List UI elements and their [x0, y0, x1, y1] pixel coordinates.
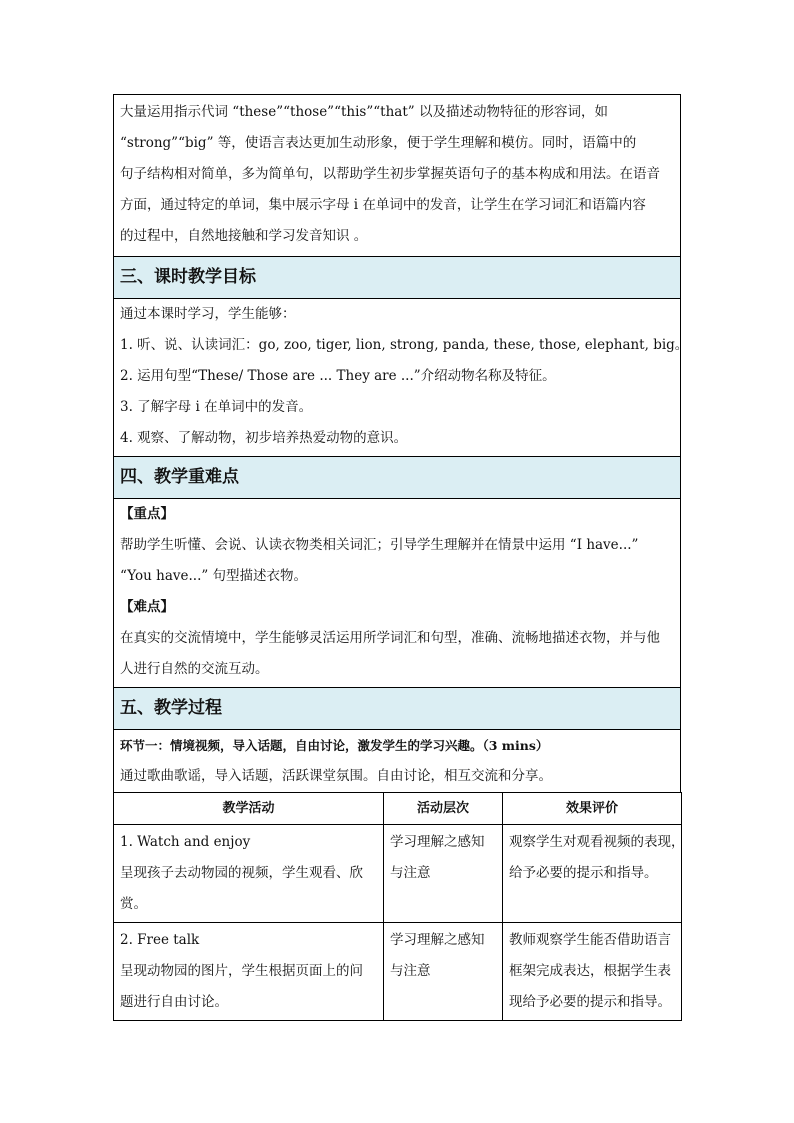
key-point-line: 帮助学生听懂、会说、认读衣物类相关词汇；引导学生理解并在情景中运用 “I have...”: [120, 537, 639, 553]
section3-title: 三、课时教学目标: [114, 257, 681, 299]
stage1-description: 通过歌曲歌谣，导入话题，活跃课堂氛围。自由讨论，相互交流和分享。: [120, 768, 552, 784]
header-level: 活动层次: [384, 793, 503, 825]
activity-cell: [114, 923, 384, 1021]
intro-line: 大量运用指示代词 “these”“those”“this”“that” 以及描述动物特征的形容词，如: [120, 104, 608, 120]
level-line: 学习理解之感知: [390, 932, 485, 948]
activity-line: 题进行自由讨论。: [120, 994, 228, 1010]
activity-line: 1. Watch and enjoy: [120, 834, 251, 850]
activity-table: [113, 792, 685, 1021]
lesson-plan-document: [113, 94, 689, 1021]
intro-line: “strong”“big” 等，使语言表达更加生动形象，便于学生理解和模仿。同时，语篇中的: [120, 135, 637, 151]
evaluation-cell: [503, 825, 685, 923]
difficult-point-line: 在真实的交流情境中，学生能够灵活运用所学词汇和句型，准确、流畅地描述衣物，并与他: [120, 630, 660, 646]
section4-title: 四、教学重难点: [114, 457, 681, 499]
header-activity: 教学活动: [114, 793, 384, 825]
evaluation-line: 教师观察学生能否借助语言: [509, 932, 671, 948]
difficult-point-line: 人进行自然的交流互动。: [120, 661, 269, 677]
section4-body: [114, 499, 681, 688]
goals-lead: 通过本课时学习，学生能够：: [120, 306, 296, 322]
key-points-label: 【重点】: [120, 506, 174, 522]
evaluation-line: 给予必要的提示和指导。: [509, 865, 658, 881]
stage1-cell: [114, 730, 681, 793]
intro-line: 句子结构相对简单，多为简单句，以帮助学生初步掌握英语句子的基本构成和用法。在语音: [120, 166, 660, 182]
evaluation-line: 框架完成表达，根据学生表: [509, 963, 671, 979]
level-line: 与注意: [390, 865, 431, 881]
level-line: 学习理解之感知: [390, 834, 485, 850]
intro-line: 的过程中，自然地接触和学习发音知识 。: [120, 228, 368, 244]
evaluation-line: 观察学生对观看视频的表现，: [509, 834, 685, 850]
activity-table-header: [114, 793, 682, 825]
intro-cell: [114, 95, 681, 257]
evaluation-cell: [503, 923, 682, 1021]
activity-line: 呈现孩子去动物园的视频，学生观看、欣: [120, 865, 363, 881]
level-line: 与注意: [390, 963, 431, 979]
goal-item: 4. 观察、了解动物，初步培养热爱动物的意识。: [120, 430, 408, 446]
activity-line: 呈现动物园的图片，学生根据页面上的问: [120, 963, 363, 979]
level-cell: [384, 923, 503, 1021]
level-cell: [384, 825, 503, 923]
activity-line: 2. Free talk: [120, 932, 200, 948]
goal-item: 3. 了解字母 i 在单词中的发音。: [120, 399, 313, 415]
lesson-plan-table: [113, 94, 689, 793]
section5-title: 五、教学过程: [114, 688, 681, 730]
evaluation-line: 现给予必要的提示和指导。: [509, 994, 671, 1010]
header-evaluation: 效果评价: [503, 793, 682, 825]
intro-line: 方面，通过特定的单词，集中展示字母 i 在单词中的发音，让学生在学习词汇和语篇内容: [120, 197, 646, 213]
table-row: [114, 825, 682, 923]
stage1-title: 环节一：情境视频，导入话题，自由讨论，激发学生的学习兴趣。（3 mins）: [120, 738, 549, 753]
key-point-line: “You have...” 句型描述衣物。: [120, 568, 308, 584]
goal-item: 1. 听、说、认读词汇：go, zoo, tiger, lion, strong, panda, these, those, elephant, big。: [120, 337, 689, 353]
difficult-points-label: 【难点】: [120, 599, 174, 615]
section3-body: [114, 299, 689, 457]
activity-line: 赏。: [120, 896, 147, 912]
table-row: [114, 923, 682, 1021]
goal-item: 2. 运用句型“These/ Those are ... They are ...”介绍动物名称及特征。: [120, 368, 556, 384]
activity-cell: [114, 825, 384, 923]
